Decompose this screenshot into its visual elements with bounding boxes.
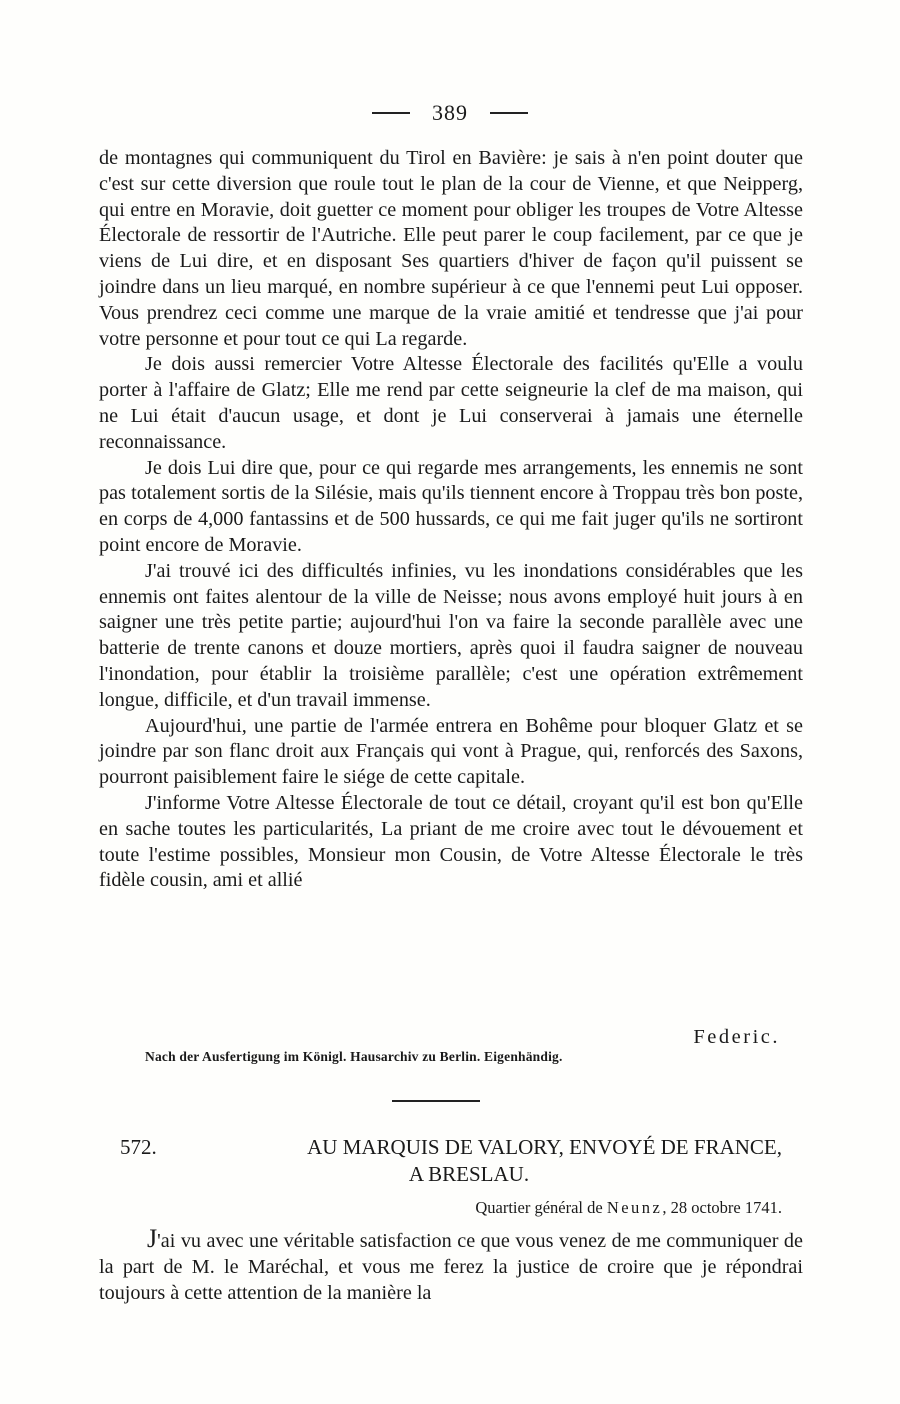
header-dash-left — [372, 112, 410, 114]
heading-line-1: AU MARQUIS DE VALORY, ENVOYÉ DE FRANCE, — [307, 1135, 782, 1159]
signature: Federic. — [693, 1026, 780, 1048]
paragraph: Aujourd'hui, une partie de l'armée entrera en Bohême pour bloquer Glatz et se joindre par son flanc droit aux Français qui vont à Prague, qui, renforcés des Saxons, pourront paisiblement faire le siége de cette capitale. — [99, 714, 803, 789]
dateline-place: Neunz — [606, 1198, 663, 1217]
letter-heading — [120, 1134, 782, 1188]
letter-number: 572. — [120, 1135, 157, 1159]
paragraph: J'informe Votre Altesse Électorale de tout ce détail, croyant qu'il est bon qu'Elle en sache toutes les particularités, La priant de me croire avec tout le dévouement et toute l'estime possibles, Monsieur mon Cousin, de Votre Altesse Électorale le très fidèle cousin, ami et allié — [99, 791, 803, 892]
letter-2-body — [99, 1224, 803, 1306]
heading-line-2: A BRESLAU. — [408, 1162, 530, 1186]
dateline-suffix: , 28 octobre 1741. — [662, 1198, 782, 1217]
source-note: Nach der Ausfertigung im Königl. Hausarchiv zu Berlin. Eigenhändig. — [145, 1049, 563, 1064]
page-header — [0, 100, 900, 126]
paragraph: Je dois aussi remercier Votre Altesse Électorale des facilités qu'Elle a voulu porter à l'affaire de Glatz; Elle me rend par cette seigneurie la clef de ma maison, qui ne Lui était d'aucun usage, et dont je Lui conserverai à jamais une éternelle reconnaissance. — [99, 353, 803, 453]
section-divider — [392, 1100, 480, 1102]
opening-text: 'ai vu avec une véritable satisfaction ce que vous venez de me communiquer de la part de M. le Maréchal, et vous me ferez la justice de croire que je répondrai toujours à cette attention de la manière la — [99, 1230, 803, 1304]
paragraph: de montagnes qui communiquent du Tirol en Bavière: je sais à n'en point douter que c'est sur cette diversion que roule tout le plan de la cour de Vienne, et que Neipperg, qui entre en Moravie, doit guetter ce moment pour obliger les troupes de Votre Altesse Électorale de ressortir de l'Autriche. Elle peut parer le coup facilement, par ce que je viens de Lui dire, et en disposant Ses quartiers d'hiver de façon qu'il puissent se joindre dans un lieu marqué, en nombre supérieur à ce que l'ennemi peut Lui opposer. Vous prendrez ceci comme une marque de la vraie amitié et tendresse que j'ai pour votre personne et pour tout ce qui La regarde. — [99, 147, 803, 350]
dateline-prefix: Quartier général de — [475, 1198, 607, 1217]
paragraph: Je dois Lui dire que, pour ce qui regarde mes arrangements, les ennemis ne sont pas totalement sortis de la Silésie, mais qu'ils tiennent encore à Troppau très bon poste, en corps de 4,000 fantassins et de 500 hussards, ce qui me fait juger qu'ils ne sortiront point encore de Moravie. — [99, 456, 803, 556]
page-number: 389 — [432, 100, 468, 125]
opening-initial: J — [147, 1224, 158, 1253]
letter-body — [99, 146, 803, 894]
paragraph: J'ai trouvé ici des difficultés infinies, vu les inondations considérables que les ennemis ont faites alentour de la ville de Neisse; nous avons employé huit jours à en saigner une très petite partie; aujourd'hui l'on va faire la seconde parallèle avec une batterie de trente canons et douze mortiers, après quoi il faudra saigner de nouveau l'inondation, pour établir la troisième parallèle; c'est une opération extrêmement longue, difficile, et d'un travail immense. — [99, 559, 803, 711]
header-dash-right — [490, 112, 528, 114]
dateline — [0, 1198, 782, 1218]
